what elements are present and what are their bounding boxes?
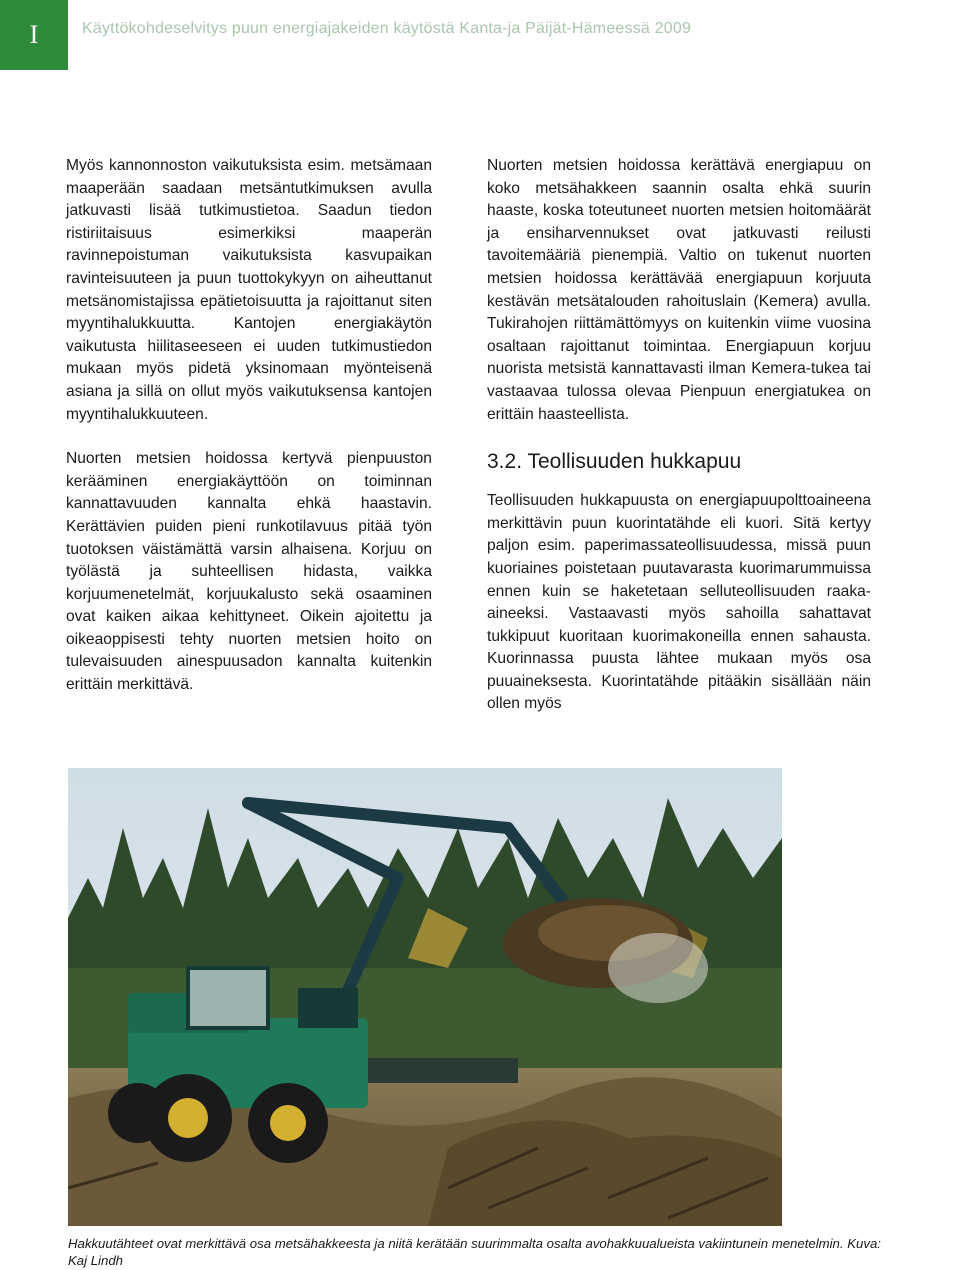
right-column xyxy=(487,155,871,738)
body-paragraph: Nuorten metsien hoidossa kertyvä pienpuuston kerääminen energiakäyttöön on toiminnan kannattavuuden kannalta ehkä haastavin. Kerättävien puiden pieni runkotilavuus pitää työn tuotoksen väistämättä varsin alhaisena. Korjuu on työlästä ja suhteellisen hidasta, vaikka korjuumenetelmät, korjuukalusto sekä osaaminen ovat kaiken aikaa kehittyneet. Oikein ajoitettu ja oikeaoppisesti tehty nuorten metsien hoito on tulevaisuuden ainespuusadon kannalta kuitenkin erittäin merkittävä. xyxy=(66,450,432,694)
body-paragraph: Teollisuuden hukkapuusta on energiapuupolttoaineena merkittävin puun kuorintatähde eli kuori. Sitä kertyy paljon esim. paperimassateollisuudessa, missä puun kuoriaines poistetaan puutavarasta kuorimarummuissa ennen kuin se haketetaan selluteollisuuden raaka-aineeksi. Vastaavasti myös sahoilla sahattavat tukkipuut kuoritaan kuorimakoneilla ennen sahausta. Kuorinnassa puusta lähtee mukaan myös osa puuaineksesta. Kuorintatähde pitääkin sisällään näin ollen myös xyxy=(487,492,871,713)
forwarder-photo xyxy=(68,768,782,1226)
chapter-tab xyxy=(0,0,68,70)
figure-caption: Hakkuutähteet ovat merkittävä osa metsähakkeesta ja niitä kerätään suurimmalta osalta avohakkuualueista vakiintunein menetelmin. Kuva: Kaj Lindh xyxy=(68,1236,881,1268)
body-paragraph: Nuorten metsien hoidossa kerättävä energiapuu on koko metsähakkeen saannin osalta ehkä suurin haaste, koska toteutuneet nuorten metsien hoitomäärät ja ensiharvennukset ovat jatkuvasti reilusti tavoitemääriä pienempiä. Valtio on tukenut nuorten metsien hoidossa kerättävää energiapuun korjuuta kestävän metsätalouden rahoituslain (Kemera) avulla. Tukirahojen riittämättömyys on kuitenkin viime vuosina osaltaan rajoittanut toimintaa. Energiapuun korjuu nuorista metsistä kannattavasti ilman Kemera-tukea tai vastaavaa tulossa olevaa Pienpuun energiatukea on erittäin haasteellista. xyxy=(487,157,871,423)
chapter-mark: I xyxy=(29,20,39,49)
running-header: Käyttökohdeselvitys puun energiajakeiden käytöstä Kanta-ja Päijät-Hämeessä 2009 xyxy=(82,20,692,37)
left-column xyxy=(66,155,432,719)
body-paragraph: Myös kannonnoston vaikutuksista esim. metsämaan maaperään saadaan metsäntutkimuksen avulla jatkuvasti lisää tutkimustietoa. Saadun tiedon ristiriitaisuus esimerkiksi maaperän ravinnepoistuman vaikutuksista kasvupaikan ravinteisuuteen ja puun tuottokykyyn on aiheuttanut metsänomistajissa epätietoisuutta ja rajoittanut siten myyntihalukkuutta. Kantojen energiakäytön vaikutusta hiilitaseeseen ei uuden tutkimustiedon mukaan myös pidetä yksinomaan myönteisenä asiana ja sillä on ollut myös vaikutuksensa kantojen myyntihalukkuuteen. xyxy=(66,157,432,423)
section-heading: 3.2. Teollisuuden hukkapuu xyxy=(487,450,742,474)
